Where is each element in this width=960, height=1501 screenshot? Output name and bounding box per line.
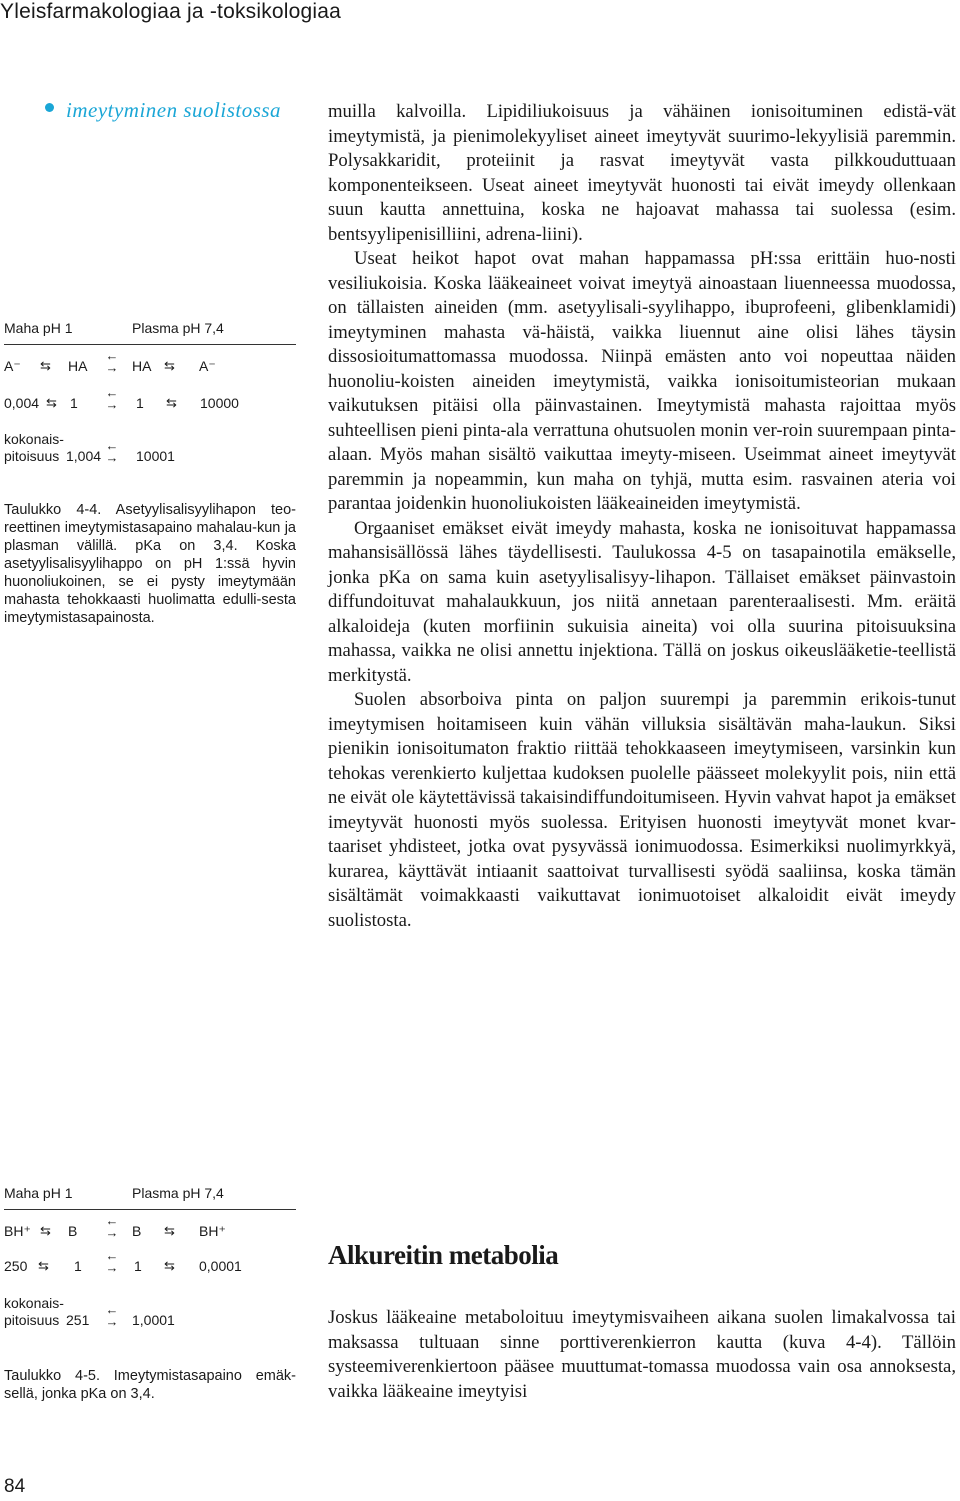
table-cell: B — [68, 1223, 78, 1239]
table-cell: BH⁺ — [4, 1223, 31, 1239]
table-cell: 1 — [134, 1258, 142, 1274]
page-number: 84 — [4, 1476, 26, 1497]
table-cell: B — [132, 1223, 142, 1239]
equilibrium-arrow-icon: ⇆ — [40, 1223, 51, 1238]
equilibrium-arrow-icon: ⇆ — [164, 1258, 175, 1273]
body-text-column — [328, 100, 956, 933]
equilibrium-arrow-icon: ⇆ — [40, 358, 51, 373]
table-cell: BH⁺ — [199, 1223, 226, 1239]
table-cell: 1 — [70, 395, 78, 411]
equilibrium-arrow-icon: ⇆ — [164, 358, 175, 373]
running-header: Yleisfarmakologiaa ja -toksikologiaa — [0, 0, 342, 23]
table-cell: 10001 — [136, 448, 175, 464]
equilibrium-arrow-icon: ⇆ — [164, 1223, 175, 1238]
table-row-label: kokonais- — [4, 431, 64, 447]
table-cell: A⁻ — [4, 358, 21, 374]
table-4-4-caption: Taulukko 4-4. Asetyylisalisyylihapon teo-reettinen imeytymistasapaino mahalau-kun ja plasman välillä. pKa on 3,4. Koska asetyylisalisyylihappo on pH 1:ssä hyvin huonoliukoinen, se ei pysty imeytymään mahasta tehokkaasti huolimatta edulli-sesta imeytymistasapainosta. — [4, 502, 296, 626]
membrane-arrow-icon: ← → — [105, 348, 119, 375]
membrane-arrow-icon: ← → — [105, 1213, 119, 1240]
table-cell: 10000 — [200, 395, 239, 411]
table-cell: 0,0001 — [199, 1258, 242, 1274]
bullet-heading — [45, 98, 281, 123]
equilibrium-arrow-icon: ⇆ — [38, 1258, 49, 1273]
table-cell: HA — [132, 358, 152, 374]
table-cell: A⁻ — [199, 358, 216, 374]
table-row-label: kokonais- — [4, 1295, 64, 1311]
table-col-plasma-header: Plasma pH 7,4 — [132, 1185, 224, 1201]
table-cell: 251 — [66, 1312, 90, 1328]
body-paragraph: Useat heikot hapot ovat mahan happamassa pH:ssa erittäin huo-nosti vesiliukoisia. Koska lääkeaineet voivat imeytyä ainoastaan liuenneessa muodossa, on tällaisten aineiden (mm. asetyylisali-syylihappo, ibuprofeeni, glibenklamidi) imeytyminen mahasta vä-häistä, vaikka liuennut aine olisi lähes täysin dissosioitumattomassa muodossa. Niinpä emästen anto voi nopeuttaa näiden huonoliu-koisten aineiden imeytymistä, vaikka ionisoitumisteorian mukaan vaikutuksen pitäisi olla päinvastainen. Imeytymistä mahasta rajoittaa myös suhteellisen pieni pinta-ala verrattuna ohutsuolen monin ver-roin suurempaan pinta-alaan. Myös mahan sisältö vaikuttaa imeyty-miseen. Useimmat aineet imeytyvät paremmin ja nopeammin, kun maha on tyhjä, mutta esim. rasvainen ateria voi parantaa joidenkin huonoliukoisten lääkeaineiden imeytymistä. — [328, 248, 956, 514]
table-cell: 1 — [74, 1258, 82, 1274]
table-col-plasma-header: Plasma pH 7,4 — [132, 320, 224, 336]
table-cell: 1,004 — [66, 448, 102, 464]
body-paragraph: muilla kalvoilla. Lipidiliukoisuus ja vähäinen ionisoituminen edistä-vät imeytymistä, ja pienimolekyyliset aineet imeytyvät suurimo-lekyylisiä paremmin. Polysakkaridit, proteiinit ja rasvat imeytyvät vasta pilkkouduttuaan komponenteikseen. Useat aineet imeytyvät huonosti tai eivät imeydy ollenkaan suun kautta annettuina, koska ne hajoavat mahassa tai suolessa (esim. bentsyylipenisilliini, adrena-liini). — [328, 101, 956, 245]
membrane-arrow-icon: ← → — [105, 1302, 119, 1329]
body-paragraph: Joskus lääkeaine metaboloituu imeytymisvaiheen aikana suolen limakalvossa tai maksassa tultuaan sinne porttiverenkierron kautta (kuva 4-4). Tällöin systeemiverenkiertoon pääsee muuttumat-tomassa muodossa vain osa annoksesta, vaikka lääkeaine imeytyisi — [328, 1307, 956, 1402]
table-col-stomach-header: Maha pH 1 — [4, 1185, 73, 1201]
table-4-5-caption: Taulukko 4-5. Imeytymistasapaino emäk-sellä, jonka pKa on 3,4. — [4, 1368, 296, 1402]
table-col-stomach-header: Maha pH 1 — [4, 320, 73, 336]
table-cell: 0,004 — [4, 395, 40, 411]
membrane-arrow-icon: ← → — [105, 385, 119, 412]
table-cell: 250 — [4, 1258, 28, 1274]
table-row-label: pitoisuus — [4, 1312, 60, 1328]
section-body — [328, 1306, 956, 1404]
section-heading: Alkureitin metabolia — [328, 1240, 559, 1270]
table-cell: 1 — [136, 395, 144, 411]
equilibrium-arrow-icon: ⇆ — [166, 395, 177, 410]
bullet-dot-icon — [45, 103, 54, 112]
membrane-arrow-icon: ← → — [105, 1248, 119, 1275]
table-header-rule — [4, 344, 296, 345]
table-cell: 1,0001 — [132, 1312, 175, 1328]
table-cell: HA — [68, 358, 88, 374]
table-row-label: pitoisuus — [4, 448, 60, 464]
body-paragraph: Suolen absorboiva pinta on paljon suurempi ja paremmin erikois-tunut imeytymisen hoitamiseen kuin vähän villuksia sisältävän maha-laukun. Siksi pienikin ionisoitumaton fraktio riittää tehokkaaseen imeytymiseen, varsinkin kun tehokas verenkierto kuljettaa kudoksen puolelle päässeet molekyylit pois, niin että ne eivät ole käytettävissä takaisindiffundoitumiseen. Hyvin vahvat hapot ja emäkset imeytyvät huonosti myös suolessa. Erityisen huonosti imeytyvät monet kvar-taariset yhdisteet, jotka ovat pysyvässä ionimuodossa. Esimerkiksi nuolimyrkkyä, kurarea, käyttävät intiaanit saattoivat turvallisesti syödä saaliinsa, koska tämän sisältämät voimakkaasti vaikuttavat ionimuotoiset alkaloidit eivät imeydy suolistosta. — [328, 689, 956, 931]
body-paragraph: Orgaaniset emäkset eivät imeydy mahasta, koska ne ionisoituvat happamassa mahansisällössä lähes täydellisesti. Taulukossa 4-5 on tasapainotila emäkselle, jonka pKa on sama kuin asetyylisalisyy-lihapon. Tällaiset emäkset päinvastoin diffundoituvat mahalaukkuun, jos niitä annetaan parenteraalisesti. Mm. eräitä alkaloideja (kuten morfiinin sukuisia aineita) voi olla suurina pitoisuuksina mahassa, vaikka ne olisi annettu injektiona. Tällä on joskus oikeuslääketie-teellistä merkitystä. — [328, 517, 956, 686]
membrane-arrow-icon: ← → — [105, 438, 119, 465]
table-header-rule — [4, 1209, 296, 1210]
equilibrium-arrow-icon: ⇆ — [46, 395, 57, 410]
bullet-heading-text: imeytyminen suolistossa — [66, 98, 282, 122]
